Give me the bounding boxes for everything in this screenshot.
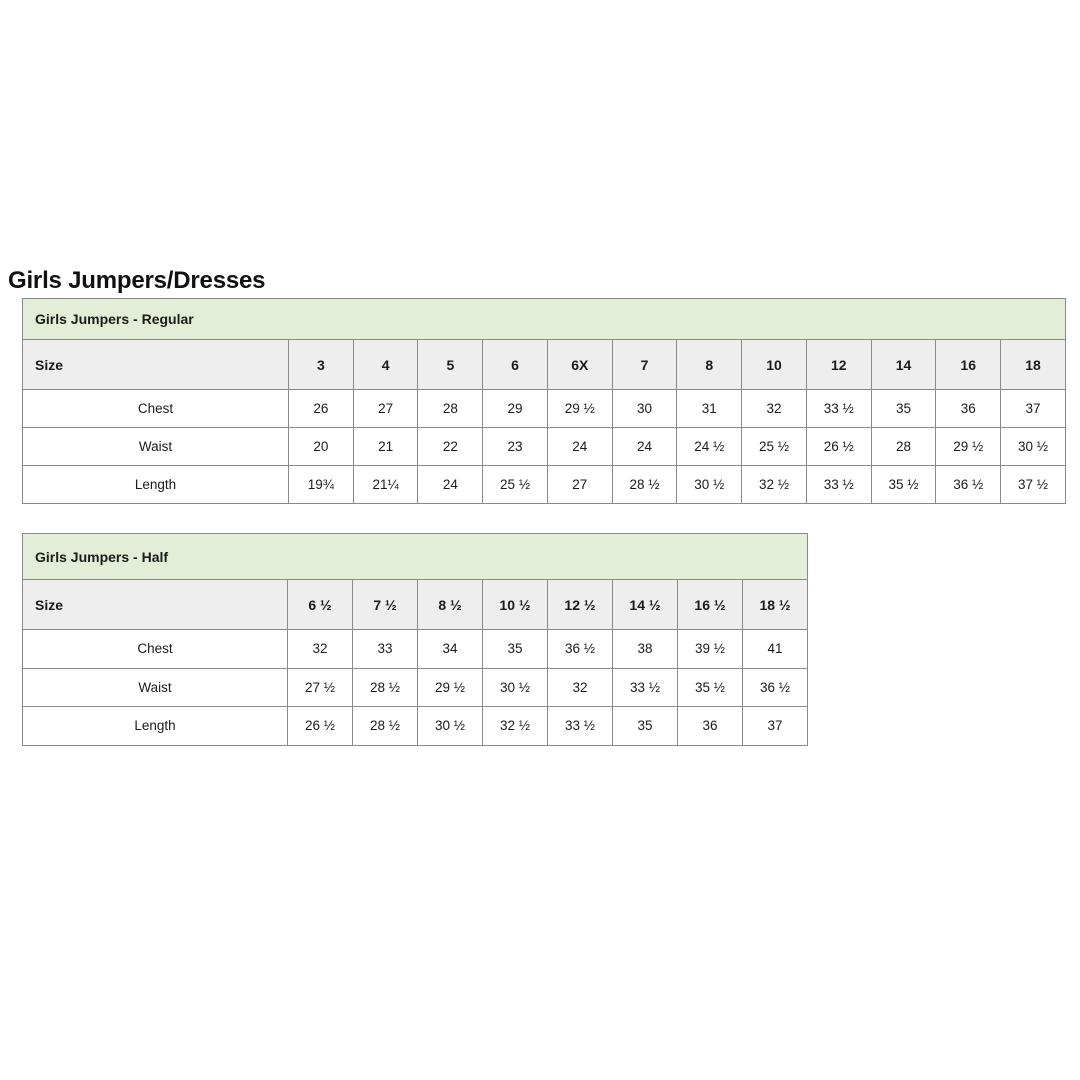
table-cell: 25 ½ bbox=[742, 428, 807, 466]
table-cell: 35 ½ bbox=[871, 466, 936, 504]
section-header-label: Girls Jumpers - Half bbox=[23, 534, 808, 580]
table-cell: 22 bbox=[418, 428, 483, 466]
table-cell: 28 ½ bbox=[612, 466, 677, 504]
table-cell: 24 bbox=[547, 428, 612, 466]
row-label: Chest bbox=[23, 630, 288, 669]
table-cell: 37 bbox=[743, 707, 808, 746]
table-cell: 19¾ bbox=[289, 466, 354, 504]
table-cell: 35 bbox=[613, 707, 678, 746]
column-header-cell: 8 ½ bbox=[418, 580, 483, 630]
table-row bbox=[23, 428, 1066, 466]
row-label: Chest bbox=[23, 390, 289, 428]
table-row bbox=[23, 390, 1066, 428]
table-section-header-row bbox=[23, 299, 1066, 340]
table-cell: 37 ½ bbox=[1001, 466, 1066, 504]
table-cell: 29 bbox=[483, 390, 548, 428]
table-cell: 36 bbox=[936, 390, 1001, 428]
table-cell: 30 ½ bbox=[483, 668, 548, 707]
column-header-cell: 7 bbox=[612, 340, 677, 390]
table-column-header-row bbox=[23, 580, 808, 630]
row-label: Waist bbox=[23, 668, 288, 707]
table-body-regular bbox=[23, 299, 1066, 504]
table-cell: 28 ½ bbox=[353, 707, 418, 746]
table-cell: 36 ½ bbox=[936, 466, 1001, 504]
table-cell: 32 bbox=[548, 668, 613, 707]
table-cell: 21 bbox=[353, 428, 418, 466]
table-cell: 30 ½ bbox=[677, 466, 742, 504]
table-cell: 36 ½ bbox=[743, 668, 808, 707]
table-cell: 35 bbox=[483, 630, 548, 669]
table-cell: 37 bbox=[1001, 390, 1066, 428]
table-cell: 26 ½ bbox=[288, 707, 353, 746]
size-table-regular bbox=[22, 298, 1066, 504]
table-cell: 32 ½ bbox=[483, 707, 548, 746]
table-cell: 27 bbox=[353, 390, 418, 428]
table-cell: 32 bbox=[288, 630, 353, 669]
column-header-cell: 14 bbox=[871, 340, 936, 390]
table-cell: 28 bbox=[871, 428, 936, 466]
table-cell: 33 ½ bbox=[548, 707, 613, 746]
table-row bbox=[23, 707, 808, 746]
column-header-cell: 10 ½ bbox=[483, 580, 548, 630]
column-header-size: Size bbox=[23, 580, 288, 630]
table-cell: 26 ½ bbox=[806, 428, 871, 466]
table-cell: 33 ½ bbox=[613, 668, 678, 707]
table-cell: 27 bbox=[547, 466, 612, 504]
table-cell: 25 ½ bbox=[483, 466, 548, 504]
column-header-cell: 12 ½ bbox=[548, 580, 613, 630]
column-header-cell: 3 bbox=[289, 340, 354, 390]
table-column-header-row bbox=[23, 340, 1066, 390]
column-header-cell: 18 ½ bbox=[743, 580, 808, 630]
table-row bbox=[23, 668, 808, 707]
table-cell: 33 ½ bbox=[806, 390, 871, 428]
table-cell: 33 bbox=[353, 630, 418, 669]
page-title: Girls Jumpers/Dresses bbox=[8, 267, 266, 294]
column-header-cell: 16 bbox=[936, 340, 1001, 390]
table-cell: 24 bbox=[418, 466, 483, 504]
row-label: Waist bbox=[23, 428, 289, 466]
table-cell: 29 ½ bbox=[418, 668, 483, 707]
section-header-label: Girls Jumpers - Regular bbox=[23, 299, 1066, 340]
column-header-cell: 7 ½ bbox=[353, 580, 418, 630]
table-cell: 30 ½ bbox=[418, 707, 483, 746]
column-header-cell: 10 bbox=[742, 340, 807, 390]
column-header-cell: 8 bbox=[677, 340, 742, 390]
table-cell: 28 bbox=[418, 390, 483, 428]
row-label: Length bbox=[23, 707, 288, 746]
table-cell: 41 bbox=[743, 630, 808, 669]
table-cell: 29 ½ bbox=[547, 390, 612, 428]
column-header-cell: 4 bbox=[353, 340, 418, 390]
column-header-cell: 14 ½ bbox=[613, 580, 678, 630]
table-cell: 26 bbox=[289, 390, 354, 428]
table-cell: 39 ½ bbox=[678, 630, 743, 669]
table-cell: 33 ½ bbox=[806, 466, 871, 504]
table-cell: 38 bbox=[613, 630, 678, 669]
table-cell: 28 ½ bbox=[353, 668, 418, 707]
table-row bbox=[23, 466, 1066, 504]
column-header-cell: 6 bbox=[483, 340, 548, 390]
column-header-cell: 5 bbox=[418, 340, 483, 390]
column-header-cell: 6X bbox=[547, 340, 612, 390]
size-table-half bbox=[22, 533, 808, 746]
table-cell: 36 bbox=[678, 707, 743, 746]
table-cell: 36 ½ bbox=[548, 630, 613, 669]
table-body-half bbox=[23, 534, 808, 746]
column-header-cell: 6 ½ bbox=[288, 580, 353, 630]
table-section-header-row bbox=[23, 534, 808, 580]
table-cell: 23 bbox=[483, 428, 548, 466]
table-row bbox=[23, 630, 808, 669]
table-cell: 20 bbox=[289, 428, 354, 466]
table-cell: 30 bbox=[612, 390, 677, 428]
table-cell: 35 bbox=[871, 390, 936, 428]
table-cell: 24 bbox=[612, 428, 677, 466]
column-header-cell: 18 bbox=[1001, 340, 1066, 390]
table-cell: 34 bbox=[418, 630, 483, 669]
table-cell: 32 ½ bbox=[742, 466, 807, 504]
table-cell: 31 bbox=[677, 390, 742, 428]
table-cell: 21¼ bbox=[353, 466, 418, 504]
table-cell: 24 ½ bbox=[677, 428, 742, 466]
column-header-cell: 12 bbox=[806, 340, 871, 390]
table-cell: 27 ½ bbox=[288, 668, 353, 707]
table-cell: 29 ½ bbox=[936, 428, 1001, 466]
table-cell: 35 ½ bbox=[678, 668, 743, 707]
row-label: Length bbox=[23, 466, 289, 504]
table-cell: 30 ½ bbox=[1001, 428, 1066, 466]
column-header-size: Size bbox=[23, 340, 289, 390]
table-cell: 32 bbox=[742, 390, 807, 428]
column-header-cell: 16 ½ bbox=[678, 580, 743, 630]
